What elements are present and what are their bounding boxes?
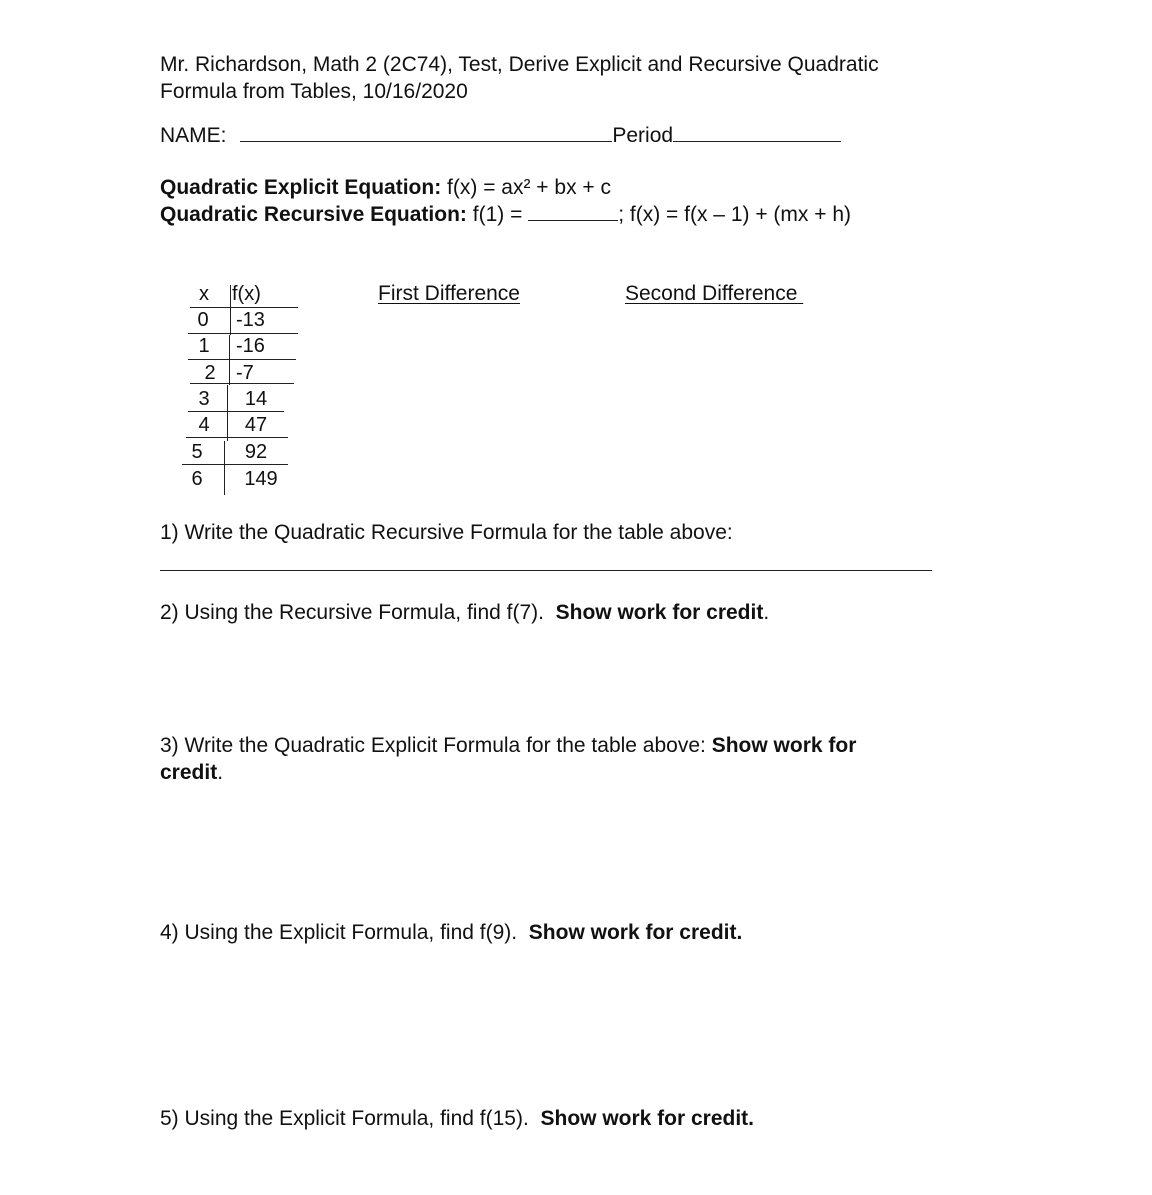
table-divider bbox=[229, 335, 230, 385]
question-4-emphasis: Show work for credit. bbox=[528, 921, 743, 944]
question-3-line-2 bbox=[160, 760, 223, 786]
second-difference-heading bbox=[625, 281, 803, 307]
question-2-emphasis: Show work for credit bbox=[555, 601, 764, 624]
table-rule bbox=[188, 333, 298, 334]
table-cell-fx: -7 bbox=[236, 362, 254, 384]
table-divider bbox=[227, 385, 228, 441]
table-cell-fx: 149 bbox=[244, 468, 278, 490]
question-3-text: 3) Write the Quadratic Explicit Formula for the table above: bbox=[160, 734, 706, 757]
recursive-equation bbox=[160, 201, 851, 228]
table-cell-x: 2 bbox=[204, 362, 216, 384]
question-5 bbox=[160, 1106, 754, 1132]
table-header-fx: f(x) bbox=[232, 283, 261, 305]
table-rule bbox=[188, 359, 296, 360]
name-field[interactable] bbox=[240, 122, 612, 142]
table-divider bbox=[224, 441, 225, 495]
question-4-text: 4) Using the Explicit Formula, find f(9). bbox=[160, 921, 518, 944]
recursive-initial-field[interactable] bbox=[528, 201, 618, 221]
recursive-equation-suffix: ; f(x) = f(x – 1) + (mx + h) bbox=[618, 203, 852, 226]
title-line-2: Formula from Tables, 10/16/2020 bbox=[160, 80, 468, 103]
answer-line-1[interactable] bbox=[160, 570, 932, 571]
question-3-emphasis-b: credit bbox=[160, 761, 218, 784]
table-cell-fx: -16 bbox=[236, 335, 265, 357]
table-header-x: x bbox=[199, 283, 209, 305]
explicit-equation bbox=[160, 175, 611, 201]
table-rule bbox=[188, 411, 284, 412]
table-rule bbox=[182, 464, 288, 465]
question-5-text: 5) Using the Explicit Formula, find f(15). bbox=[160, 1107, 529, 1130]
title-line-1: Mr. Richardson, Math 2 (2C74), Test, Derive Explicit and Recursive Quadratic bbox=[160, 53, 879, 76]
table-cell-x: 6 bbox=[191, 468, 203, 490]
question-1: 1) Write the Quadratic Recursive Formula for the table above: bbox=[160, 521, 733, 544]
recursive-equation-label: Quadratic Recursive Equation: bbox=[160, 203, 467, 226]
second-difference-label: Second Difference bbox=[625, 282, 798, 305]
name-label: NAME: bbox=[160, 124, 227, 147]
table-divider bbox=[230, 285, 231, 335]
table-cell-fx: 92 bbox=[244, 441, 268, 463]
question-4 bbox=[160, 920, 742, 946]
period-field[interactable] bbox=[673, 122, 841, 142]
question-2 bbox=[160, 600, 769, 626]
table-cell-x: 5 bbox=[191, 441, 203, 463]
recursive-equation-prefix: f(1) = bbox=[472, 203, 523, 226]
table-rule bbox=[186, 437, 288, 438]
table-cell-fx: -13 bbox=[236, 309, 265, 331]
explicit-equation-formula: f(x) = ax² + bx + c bbox=[447, 176, 612, 199]
table-cell-x: 3 bbox=[198, 388, 210, 410]
name-row bbox=[160, 122, 841, 149]
table-rule bbox=[190, 307, 298, 308]
first-difference-heading: First Difference bbox=[378, 282, 520, 305]
table-cell-x: 1 bbox=[198, 335, 210, 357]
table-cell-x: 4 bbox=[198, 414, 210, 436]
explicit-equation-label: Quadratic Explicit Equation: bbox=[160, 176, 442, 199]
table-cell-x: 0 bbox=[197, 309, 209, 331]
table-rule bbox=[190, 383, 294, 384]
question-2-text: 2) Using the Recursive Formula, find f(7). bbox=[160, 601, 544, 624]
table-cell-fx: 14 bbox=[244, 388, 268, 410]
question-3-emphasis-a: Show work for bbox=[711, 734, 857, 757]
question-3-end: . bbox=[217, 761, 224, 784]
question-5-emphasis: Show work for credit. bbox=[540, 1107, 755, 1130]
question-3-line-1 bbox=[160, 733, 856, 759]
table-cell-fx: 47 bbox=[244, 414, 268, 436]
period-label: Period bbox=[612, 124, 674, 147]
question-2-end: . bbox=[763, 601, 770, 624]
